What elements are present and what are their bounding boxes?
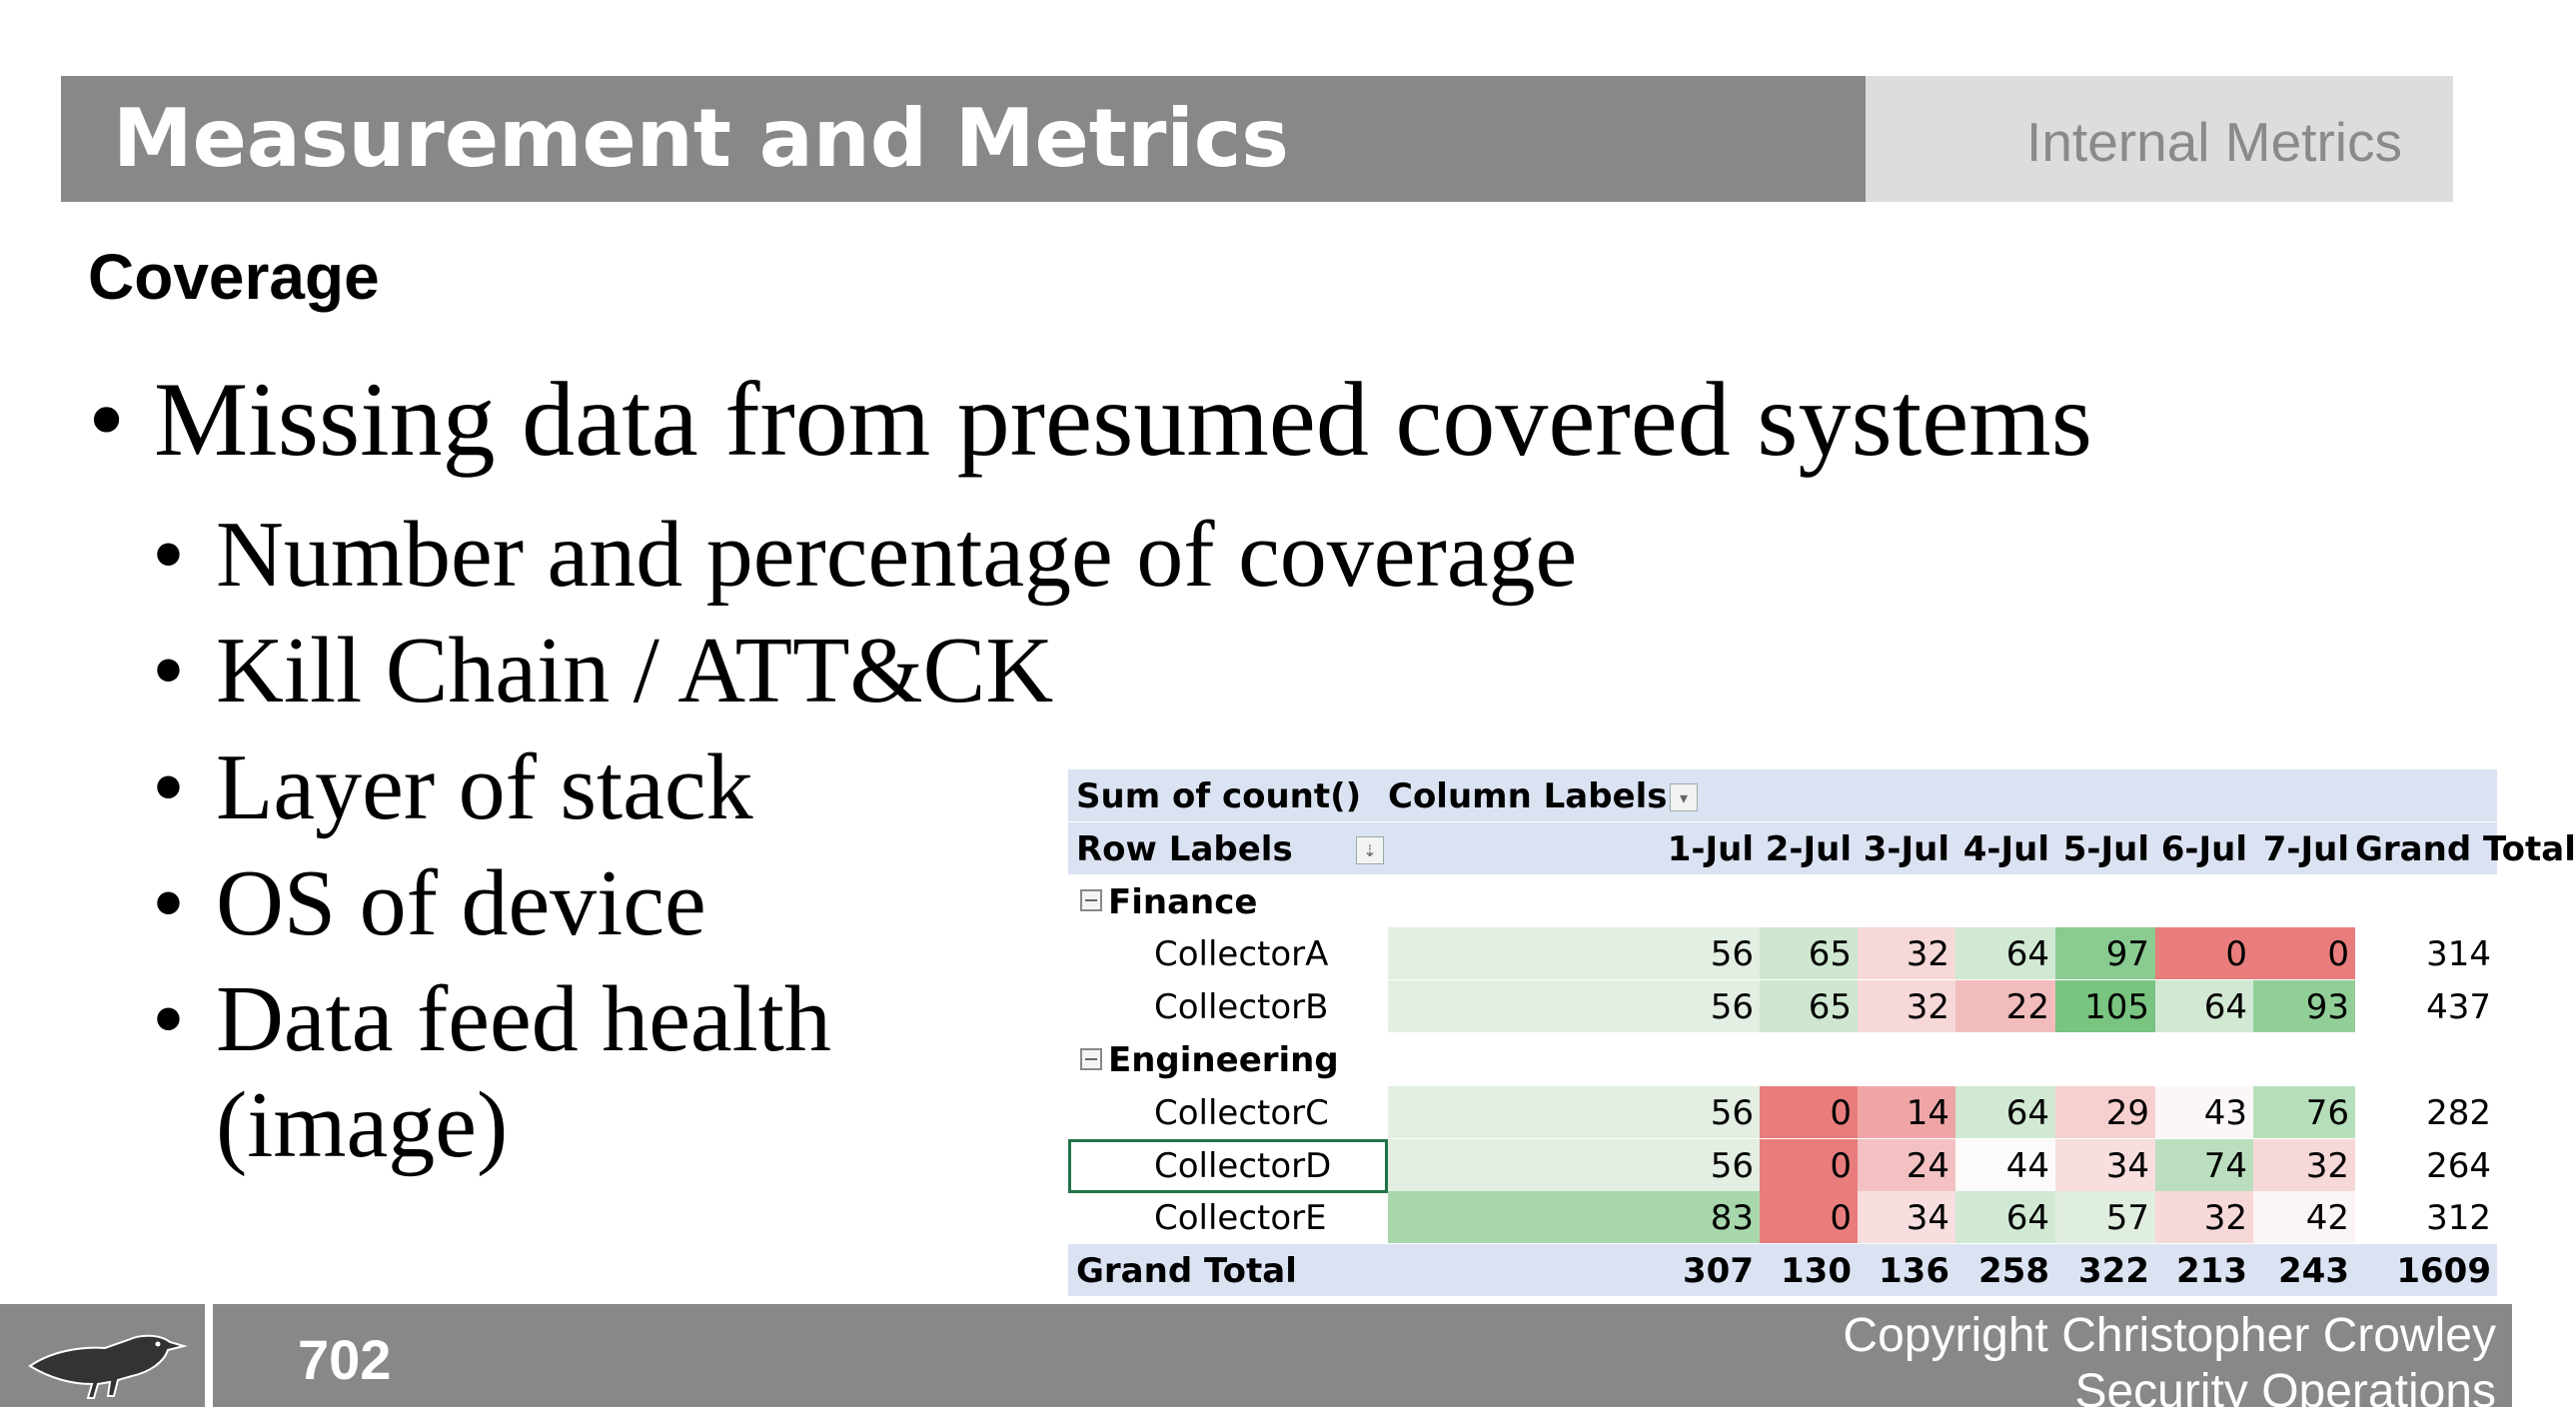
pivot-row-label[interactable]: CollectorE bbox=[1154, 1198, 1327, 1239]
pivot-date-header[interactable]: 6-Jul bbox=[2160, 828, 2247, 869]
bullet-main-text: Missing data from presumed covered systems bbox=[154, 361, 2092, 478]
pivot-grand-total-cell[interactable]: 258 bbox=[1978, 1251, 2049, 1292]
pivot-value-cell[interactable]: 0 bbox=[1760, 1086, 1858, 1138]
pivot-row-label[interactable]: CollectorA bbox=[1154, 934, 1329, 975]
pivot-group-row bbox=[1068, 875, 2497, 927]
pivot-date-header-row bbox=[1068, 822, 2576, 874]
slide-subtitle: Coverage bbox=[88, 241, 380, 313]
pivot-value-cell[interactable]: 56 bbox=[1388, 980, 1760, 1032]
pivot-date-header[interactable]: 2-Jul bbox=[1765, 828, 1852, 869]
raven-logo bbox=[0, 1304, 205, 1407]
bullet-sub-text: Layer of stack bbox=[216, 735, 753, 839]
bullet-sub-1: • Number and percentage of coverage bbox=[152, 503, 1578, 607]
pivot-value-label[interactable]: Sum of count() bbox=[1076, 776, 1362, 816]
pivot-value-cell[interactable]: 56 bbox=[1388, 1139, 1760, 1191]
pivot-data-row bbox=[1068, 1086, 2497, 1138]
bullet-main: • Missing data from presumed covered systems bbox=[88, 361, 2092, 478]
pivot-value-cell[interactable]: 32 bbox=[2253, 1139, 2355, 1191]
pivot-grand-total-cell[interactable]: 213 bbox=[2176, 1251, 2247, 1292]
pivot-row-label[interactable]: CollectorD bbox=[1154, 1145, 1332, 1186]
pivot-value-cell[interactable]: 0 bbox=[2155, 927, 2253, 979]
pivot-value-cell[interactable]: 42 bbox=[2253, 1191, 2355, 1243]
footer bbox=[0, 1304, 2512, 1418]
pivot-date-header[interactable]: 4-Jul bbox=[1962, 828, 2049, 869]
pivot-value-cell[interactable]: 44 bbox=[1955, 1139, 2055, 1191]
pivot-date-header[interactable]: 7-Jul bbox=[2262, 828, 2349, 869]
pivot-grand-total-cell[interactable]: 136 bbox=[1879, 1251, 1949, 1292]
bullet-sub-5: • Data feed health (image) bbox=[152, 967, 831, 1177]
pivot-column-labels[interactable]: Column Labels bbox=[1388, 776, 1668, 816]
pivot-group-name: Engineering bbox=[1108, 1040, 1339, 1080]
row-filter-dropdown[interactable] bbox=[1356, 836, 1384, 864]
pivot-group-label[interactable] bbox=[1068, 875, 1568, 927]
pivot-value-cell[interactable]: 57 bbox=[2055, 1191, 2155, 1243]
pivot-row-total[interactable]: 314 bbox=[2426, 934, 2491, 975]
pivot-value-cell[interactable]: 83 bbox=[1388, 1191, 1760, 1243]
pivot-header-row bbox=[1068, 769, 2497, 821]
section-tag-box bbox=[1866, 76, 2453, 202]
pivot-row-label[interactable]: CollectorC bbox=[1154, 1092, 1329, 1133]
slide-title: Measurement and Metrics bbox=[113, 92, 1289, 185]
pivot-grand-total-row bbox=[1068, 1244, 2497, 1296]
pivot-value-cell[interactable]: 64 bbox=[1955, 1086, 2055, 1138]
bullet-sub-text: Number and percentage of coverage bbox=[216, 503, 1578, 607]
pivot-data-row bbox=[1068, 927, 2497, 979]
pivot-value-cell[interactable]: 76 bbox=[2253, 1086, 2355, 1138]
pivot-value-cell[interactable]: 22 bbox=[1955, 980, 2055, 1032]
pivot-row-label[interactable]: CollectorB bbox=[1154, 987, 1329, 1028]
pivot-value-cell[interactable]: 32 bbox=[2155, 1191, 2253, 1243]
pivot-group-row bbox=[1068, 1033, 2497, 1085]
pivot-value-cell[interactable]: 0 bbox=[2253, 927, 2355, 979]
pivot-value-cell[interactable]: 24 bbox=[1858, 1139, 1955, 1191]
bullet-sub-text: Kill Chain / ATT&CK bbox=[216, 619, 1054, 722]
pivot-value-cell[interactable]: 43 bbox=[2155, 1086, 2253, 1138]
pivot-value-cell[interactable]: 97 bbox=[2055, 927, 2155, 979]
pivot-value-cell[interactable]: 64 bbox=[1955, 1191, 2055, 1243]
pivot-row-total[interactable]: 312 bbox=[2426, 1198, 2491, 1239]
copyright-line-2: Security Operations bbox=[2074, 1365, 2496, 1418]
pivot-date-header[interactable]: 3-Jul bbox=[1863, 828, 1949, 869]
pivot-value-cell[interactable]: 65 bbox=[1760, 980, 1858, 1032]
pivot-grand-total-cell[interactable]: 243 bbox=[2278, 1251, 2349, 1292]
footer-separator bbox=[205, 1304, 213, 1407]
pivot-value-cell[interactable]: 93 bbox=[2253, 980, 2355, 1032]
pivot-grand-total-cell[interactable]: 130 bbox=[1781, 1251, 1852, 1292]
pivot-row-total[interactable]: 437 bbox=[2426, 987, 2491, 1028]
pivot-value-cell[interactable]: 0 bbox=[1760, 1139, 1858, 1191]
pivot-value-cell[interactable]: 32 bbox=[1858, 980, 1955, 1032]
pivot-value-cell[interactable]: 34 bbox=[2055, 1139, 2155, 1191]
pivot-date-header[interactable]: 5-Jul bbox=[2062, 828, 2149, 869]
page-number: 702 bbox=[298, 1328, 392, 1391]
pivot-data-row bbox=[1068, 1191, 2497, 1243]
section-tag: Internal Metrics bbox=[2026, 111, 2402, 173]
pivot-grand-total-cell[interactable]: 307 bbox=[1683, 1251, 1754, 1292]
pivot-value-cell[interactable]: 14 bbox=[1858, 1086, 1955, 1138]
pivot-value-cell[interactable]: 56 bbox=[1388, 1086, 1760, 1138]
pivot-date-header[interactable]: 1-Jul bbox=[1667, 828, 1754, 869]
bullet-sub-text: Data feed health bbox=[216, 967, 831, 1071]
raven-icon bbox=[0, 1304, 205, 1407]
bullet-sub-2: • Kill Chain / ATT&CK bbox=[152, 619, 1054, 722]
bullet-sub-4: • OS of device bbox=[152, 851, 706, 955]
collapse-icon[interactable] bbox=[1080, 1048, 1102, 1070]
pivot-table bbox=[1068, 769, 2576, 1297]
pivot-value-cell[interactable]: 74 bbox=[2155, 1139, 2253, 1191]
selected-cell-border bbox=[1068, 1139, 1388, 1193]
pivot-grand-total-cell[interactable]: 322 bbox=[2078, 1251, 2149, 1292]
pivot-value-cell[interactable]: 0 bbox=[1760, 1191, 1858, 1243]
collapse-icon[interactable] bbox=[1080, 889, 1102, 911]
pivot-row-total[interactable]: 264 bbox=[2426, 1145, 2491, 1186]
pivot-grand-total-label[interactable]: Grand Total bbox=[1076, 1251, 1297, 1292]
bullet-sub-text: OS of device bbox=[216, 851, 706, 955]
pivot-grand-total-all[interactable]: 1609 bbox=[2396, 1251, 2491, 1292]
chevron-down-icon: ▾ bbox=[1679, 788, 1689, 807]
copyright-line-1: Copyright Christopher Crowley bbox=[1843, 1309, 2496, 1362]
pivot-group-label[interactable] bbox=[1068, 1033, 1568, 1085]
pivot-row-total[interactable]: 282 bbox=[2426, 1092, 2491, 1133]
pivot-value-cell[interactable]: 29 bbox=[2055, 1086, 2155, 1138]
pivot-value-cell[interactable]: 105 bbox=[2055, 980, 2155, 1032]
pivot-value-cell[interactable]: 32 bbox=[1858, 927, 1955, 979]
title-bar bbox=[61, 76, 1866, 202]
pivot-grand-total-header[interactable]: Grand Total bbox=[2355, 828, 2576, 869]
pivot-value-cell[interactable]: 65 bbox=[1760, 927, 1858, 979]
bullet-sub-text-cont: (image) bbox=[216, 1073, 509, 1177]
pivot-group-name: Finance bbox=[1108, 881, 1258, 922]
pivot-value-cell[interactable]: 56 bbox=[1388, 927, 1760, 979]
bullet-sub-3: • Layer of stack bbox=[152, 735, 753, 839]
pivot-row-labels[interactable]: Row Labels bbox=[1076, 828, 1293, 869]
column-filter-dropdown[interactable] bbox=[1670, 783, 1698, 811]
pivot-data-row bbox=[1068, 980, 2497, 1032]
pivot-value-cell[interactable]: 64 bbox=[2155, 980, 2253, 1032]
pivot-value-cell[interactable]: 64 bbox=[1955, 927, 2055, 979]
sort-filter-icon: ⇣ bbox=[1363, 840, 1377, 860]
pivot-value-cell[interactable]: 34 bbox=[1858, 1191, 1955, 1243]
